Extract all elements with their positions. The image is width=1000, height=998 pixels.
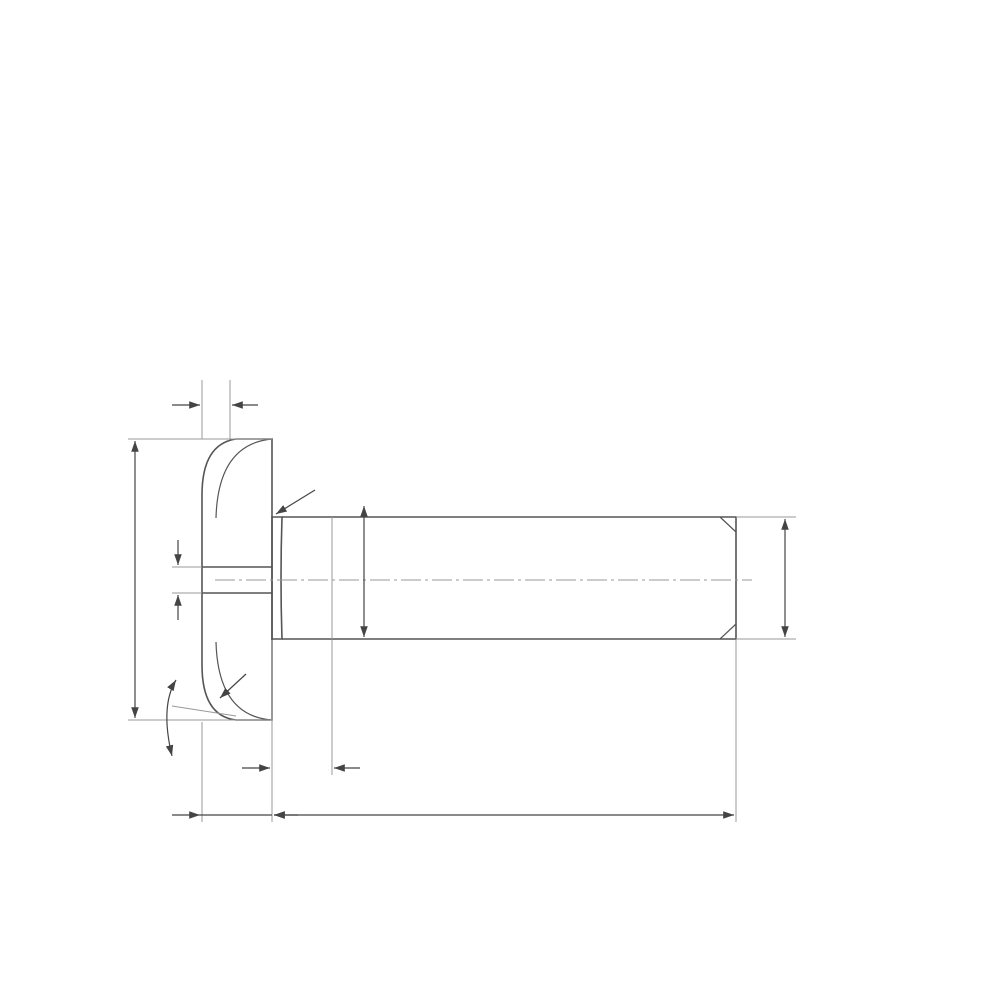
dimension-lines	[135, 405, 785, 815]
r2-leader	[276, 490, 315, 514]
angle-arc	[167, 680, 176, 756]
extension-lines	[128, 380, 796, 822]
screw-technical-drawing	[0, 360, 1000, 840]
screw-shank	[272, 517, 736, 639]
